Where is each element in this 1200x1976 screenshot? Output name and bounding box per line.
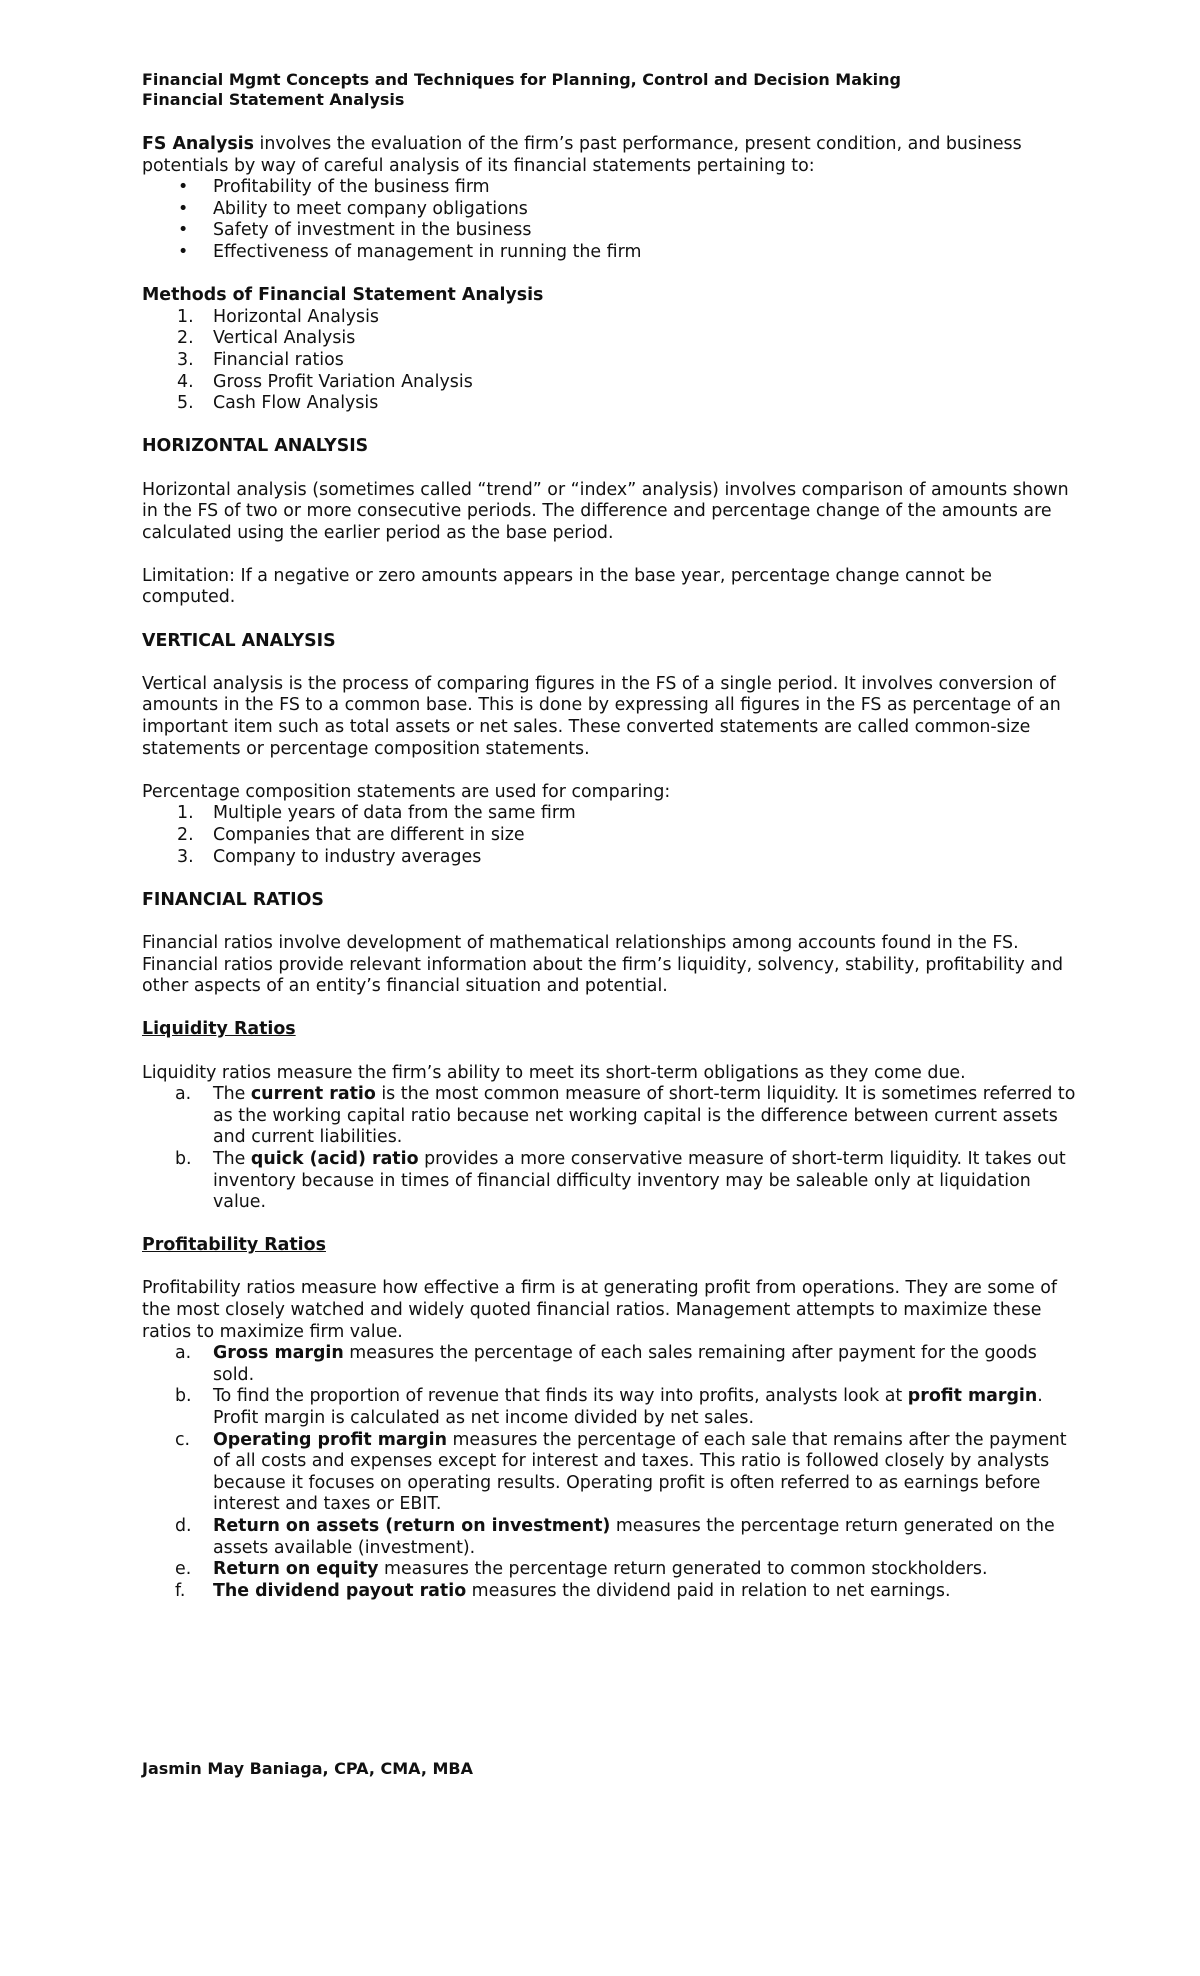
intro-paragraph xyxy=(142,134,1082,177)
bullet-icon: • xyxy=(178,177,189,198)
methods-list xyxy=(142,307,1082,415)
list-item: 2. Vertical Analysis xyxy=(177,328,356,349)
intro-term: FS Analysis xyxy=(142,134,254,154)
horizontal-limitation-paragraph: Limitation: If a negative or zero amounts appears in the base year, percentage change cannot be computed. xyxy=(142,565,992,608)
horizontal-analysis-paragraph: Horizontal analysis (sometimes called “trend” or “index” analysis) involves comparison of amounts shown in the FS of two or more consecutive periods. The difference and percentage change of the amounts are calculated using the earlier period as the base period. xyxy=(142,479,1069,543)
bullet-icon: • xyxy=(178,198,189,219)
profitability-ratios-heading: Profitability Ratios xyxy=(142,1235,326,1256)
list-item: 3. Company to industry averages xyxy=(177,846,482,867)
liquidity-ratios-heading: Liquidity Ratios xyxy=(142,1019,296,1040)
financial-ratios-heading: FINANCIAL RATIOS xyxy=(142,889,324,910)
bullet-icon: • xyxy=(178,220,189,241)
list-item: a. Gross margin measures the percentage of each sales remaining after payment for the goods sold. xyxy=(175,1343,1037,1385)
profitability-ratios-paragraph: Profitability ratios measure how effective a firm is at generating profit from operations. They are some of the most closely watched and widely quoted financial ratios. Management attempts to maximize these ratios to maximize firm value. xyxy=(142,1278,1057,1342)
header-course-title: Financial Mgmt Concepts and Techniques for Planning, Control and Decision Making xyxy=(142,70,901,89)
list-item: a. The current ratio is the most common measure of short-term liquidity. It is sometimes referred to as the working capital ratio because net working capital is the difference between current assets and current liabilities. xyxy=(175,1084,1076,1148)
intro-text: involves the evaluation of the firm’s past performance, present condition, and business potentials by way of careful analysis of its financial statements pertaining to: xyxy=(142,134,1022,176)
horizontal-analysis-heading: HORIZONTAL ANALYSIS xyxy=(142,436,369,457)
document-footer xyxy=(142,1759,473,1778)
comparison-list xyxy=(142,803,1082,868)
list-item: • Effectiveness of management in running the firm xyxy=(178,241,642,262)
footer-author: Jasmin May Baniaga, CPA, CMA, MBA xyxy=(142,1759,473,1778)
list-item: d. Return on assets (return on investment) measures the percentage return generated on the assets available (investment). xyxy=(175,1516,1055,1558)
bullet-icon: • xyxy=(178,241,189,262)
list-item: c. Operating profit margin measures the percentage of each sale that remains after the payment of all costs and expenses except for interest and taxes. This ratio is followed closely by analysts because it focuses on operating results. Operating profit is often referred to as earnings before interest and taxes or EBIT. xyxy=(175,1429,1067,1515)
document-header xyxy=(142,70,1082,109)
list-item: • Profitability of the business firm xyxy=(178,177,490,198)
list-item: b. To find the proportion of revenue that finds its way into profits, analysts look at profit margin. Profit margin is calculated as net income divided by net sales. xyxy=(175,1386,1043,1429)
document-page xyxy=(142,70,1082,1602)
list-item: 1. Multiple years of data from the same firm xyxy=(177,803,576,824)
list-item: f. The dividend payout ratio measures the dividend paid in relation to net earnings. xyxy=(175,1580,951,1601)
list-item: e. Return on equity measures the percentage return generated to common stockholders. xyxy=(175,1559,988,1580)
list-item: • Safety of investment in the business xyxy=(178,220,532,241)
financial-ratios-paragraph: Financial ratios involve development of mathematical relationships among accounts found in the FS. Financial ratios provide relevant information about the firm’s liquidity, solvency, stability, profitability and other aspects of an entity’s financial situation and potential. xyxy=(142,932,1064,997)
vertical-analysis-paragraph: Vertical analysis is the process of comparing figures in the FS of a single period. It involves conversion of amounts in the FS to a common base. This is done by expressing all figures in the FS as percentage of an important item such as total assets or net sales. These converted statements are called common-size statements or percentage composition statements. xyxy=(142,673,1061,759)
header-topic-title: Financial Statement Analysis xyxy=(142,89,405,109)
list-item: 2. Companies that are different in size xyxy=(177,825,525,845)
list-item: 4. Gross Profit Variation Analysis xyxy=(177,371,473,392)
list-item: 3. Financial ratios xyxy=(177,349,344,370)
list-item: • Ability to meet company obligations xyxy=(178,198,528,219)
liquidity-ratios-list xyxy=(142,1084,1082,1214)
intro-bullet-list xyxy=(142,177,1082,263)
list-item: 5. Cash Flow Analysis xyxy=(177,393,379,414)
liquidity-ratios-paragraph: Liquidity ratios measure the firm’s ability to meet its short-term obligations as they come due. xyxy=(142,1062,966,1083)
percentage-composition-paragraph: Percentage composition statements are used for comparing: xyxy=(142,781,671,802)
methods-heading: Methods of Financial Statement Analysis xyxy=(142,285,544,306)
list-item: b. The quick (acid) ratio provides a more conservative measure of short-term liquidity. It takes out inventory because in times of financial difficulty inventory may be saleable only at liquidation value. xyxy=(175,1148,1066,1213)
vertical-analysis-heading: VERTICAL ANALYSIS xyxy=(142,630,336,651)
profitability-ratios-list xyxy=(142,1343,1082,1602)
list-item: 1. Horizontal Analysis xyxy=(177,306,379,327)
